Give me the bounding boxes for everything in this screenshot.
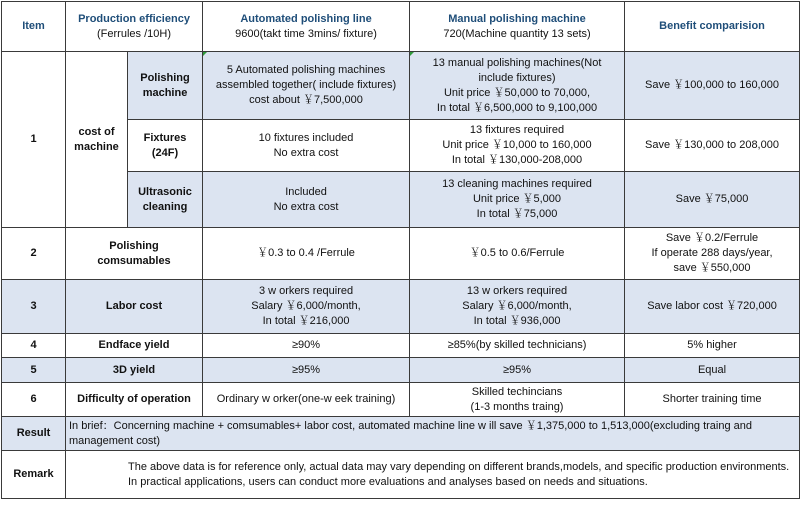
- row-2-label-line2: comsumables: [97, 254, 171, 267]
- consumables-manual: ￥0.5 to 0.6/Ferrule: [410, 228, 625, 280]
- ultrasonic-benefit: Save ￥75,000: [625, 172, 800, 228]
- ultrasonic-label: [128, 172, 203, 228]
- polishing-manual-line: In total ￥6,500,000 to 9,100,000: [436, 101, 598, 114]
- row-2-consumables: [2, 228, 800, 280]
- ultrasonic-manual-line: 13 cleaning machines required: [442, 178, 592, 190]
- polishing-manual-line: Unit price ￥50,000 to 70,000,: [443, 86, 591, 99]
- consumables-benefit-line: Save ￥0.2/Ferrule: [665, 232, 759, 244]
- row-1-item: 1: [2, 52, 66, 228]
- result-row: [2, 417, 800, 451]
- labor-manual-line: 13 w orkers required: [466, 285, 568, 297]
- polishing-machine-label: [128, 52, 203, 120]
- difficulty-manual-line: Skilled techincians: [471, 385, 563, 398]
- 3d-yield-manual: ≥95%: [410, 358, 625, 383]
- header-auto-title: Automated polishing line: [240, 12, 372, 25]
- result-label: Result: [2, 417, 66, 451]
- header-item: Item: [2, 2, 66, 52]
- fixtures-manual: [410, 120, 625, 172]
- polishing-manual: [410, 52, 625, 120]
- fixtures-manual-line: Unit price ￥10,000 to 160,000: [442, 139, 592, 151]
- row-1-polishing: [2, 52, 800, 120]
- 3d-yield-benefit: Equal: [625, 358, 800, 383]
- header-benefit: Benefit comparision: [625, 2, 800, 52]
- polishing-manual-line: include fixtures): [478, 71, 556, 84]
- result-text: In brief：Concerning machine + comsumables+ labor cost, automated machine line w ill save ￥1,375,000 to 1,513,000(excluding traing and management cost): [66, 417, 800, 451]
- ultrasonic-manual-line: In total ￥75,000: [476, 208, 558, 220]
- header-efficiency: [66, 2, 203, 52]
- difficulty-auto: Ordinary w orker(one-w eek training): [203, 383, 410, 417]
- polishing-label-line2: machine: [142, 86, 188, 99]
- polishing-label-line1: Polishing: [140, 71, 190, 84]
- remark-label: Remark: [2, 451, 66, 499]
- row-1-label-line2: machine: [74, 140, 119, 153]
- labor-manual-line: Salary ￥6,000/month,: [462, 300, 572, 312]
- row-3-item: 3: [2, 280, 66, 334]
- difficulty-benefit: Shorter training time: [625, 383, 800, 417]
- row-5-label: 3D yield: [66, 358, 203, 383]
- fixtures-label: [128, 120, 203, 172]
- difficulty-manual-line: (1-3 months traing): [470, 400, 564, 413]
- labor-benefit: Save labor cost ￥720,000: [625, 280, 800, 334]
- fixtures-auto-line: No extra cost: [273, 146, 339, 159]
- row-4-label: Endface yield: [66, 334, 203, 358]
- row-1-label: [66, 52, 128, 228]
- header-manual-sub: 720(Machine quantity 13 sets): [443, 27, 591, 40]
- 3d-yield-auto: ≥95%: [203, 358, 410, 383]
- ultrasonic-auto: [203, 172, 410, 228]
- header-manual: [410, 2, 625, 52]
- fixtures-manual-line: In total ￥130,000-208,000: [451, 154, 583, 166]
- endface-benefit: 5% higher: [625, 334, 800, 358]
- row-5-3d-yield: [2, 358, 800, 383]
- row-6-item: 6: [2, 383, 66, 417]
- row-1-label-line1: cost of: [78, 125, 115, 138]
- ultrasonic-auto-line: No extra cost: [273, 200, 339, 213]
- header-efficiency-title: Production efficiency: [78, 12, 190, 25]
- ultrasonic-label-line1: Ultrasonic: [138, 185, 192, 198]
- endface-auto: ≥90%: [203, 334, 410, 358]
- row-2-item: 2: [2, 228, 66, 280]
- labor-auto-line: In total ￥216,000: [262, 315, 350, 327]
- header-manual-title: Manual polishing machine: [448, 12, 586, 25]
- row-2-label: [66, 228, 203, 280]
- polishing-benefit: Save ￥100,000 to 160,000: [625, 52, 800, 120]
- remark-row: [2, 451, 800, 499]
- header-auto-sub: 9600(takt time 3mins/ fixture): [235, 27, 377, 40]
- difficulty-manual: [410, 383, 625, 417]
- fixtures-auto-line: 10 fixtures included: [258, 131, 354, 144]
- header-row: [2, 2, 800, 52]
- fixtures-auto: [203, 120, 410, 172]
- header-auto: [203, 2, 410, 52]
- header-efficiency-sub: (Ferrules /10H): [97, 27, 171, 40]
- ultrasonic-auto-line: Included: [285, 185, 327, 198]
- ultrasonic-manual-line: Unit price ￥5,000: [472, 193, 562, 205]
- row-4-item: 4: [2, 334, 66, 358]
- fixtures-manual-line: 13 fixtures required: [469, 124, 565, 136]
- consumables-benefit-line: If operate 288 days/year,: [651, 247, 773, 259]
- labor-manual: [410, 280, 625, 334]
- labor-auto-line: 3 w orkers required: [258, 285, 354, 297]
- row-5-item: 5: [2, 358, 66, 383]
- fixtures-benefit: Save ￥130,000 to 208,000: [625, 120, 800, 172]
- row-3-label: Labor cost: [66, 280, 203, 334]
- endface-manual: ≥85%(by skilled technicians): [410, 334, 625, 358]
- row-2-label-line1: Polishing: [109, 239, 159, 252]
- labor-auto-line: Salary ￥6,000/month,: [251, 300, 361, 312]
- labor-auto: [203, 280, 410, 334]
- polishing-auto-line: 5 Automated polishing machines: [226, 64, 386, 76]
- consumables-benefit-line: save ￥550,000: [673, 262, 751, 274]
- fixtures-label-line2: (24F): [151, 146, 179, 159]
- remark-text: The above data is for reference only, actual data may vary depending on different brands,models, and specific production environments. In practical applications, users can conduct more evaluations and analyses based on needs and situations.: [66, 451, 800, 499]
- row-6-difficulty: [2, 383, 800, 417]
- polishing-auto-line: assembled together( include fixtures): [215, 79, 397, 91]
- ultrasonic-manual: [410, 172, 625, 228]
- row-3-labor: [2, 280, 800, 334]
- polishing-auto-line: cost about ￥7,500,000: [249, 94, 363, 106]
- comparison-table: [1, 1, 800, 499]
- consumables-benefit: [625, 228, 800, 280]
- fixtures-label-line1: Fixtures: [143, 131, 187, 144]
- row-6-label: Difficulty of operation: [66, 383, 203, 417]
- row-4-endface: [2, 334, 800, 358]
- polishing-manual-line: 13 manual polishing machines(Not: [432, 56, 602, 69]
- labor-manual-line: In total ￥936,000: [473, 315, 561, 327]
- polishing-auto: [203, 52, 410, 120]
- consumables-auto: ￥0.3 to 0.4 /Ferrule: [203, 228, 410, 280]
- ultrasonic-label-line2: cleaning: [142, 200, 188, 213]
